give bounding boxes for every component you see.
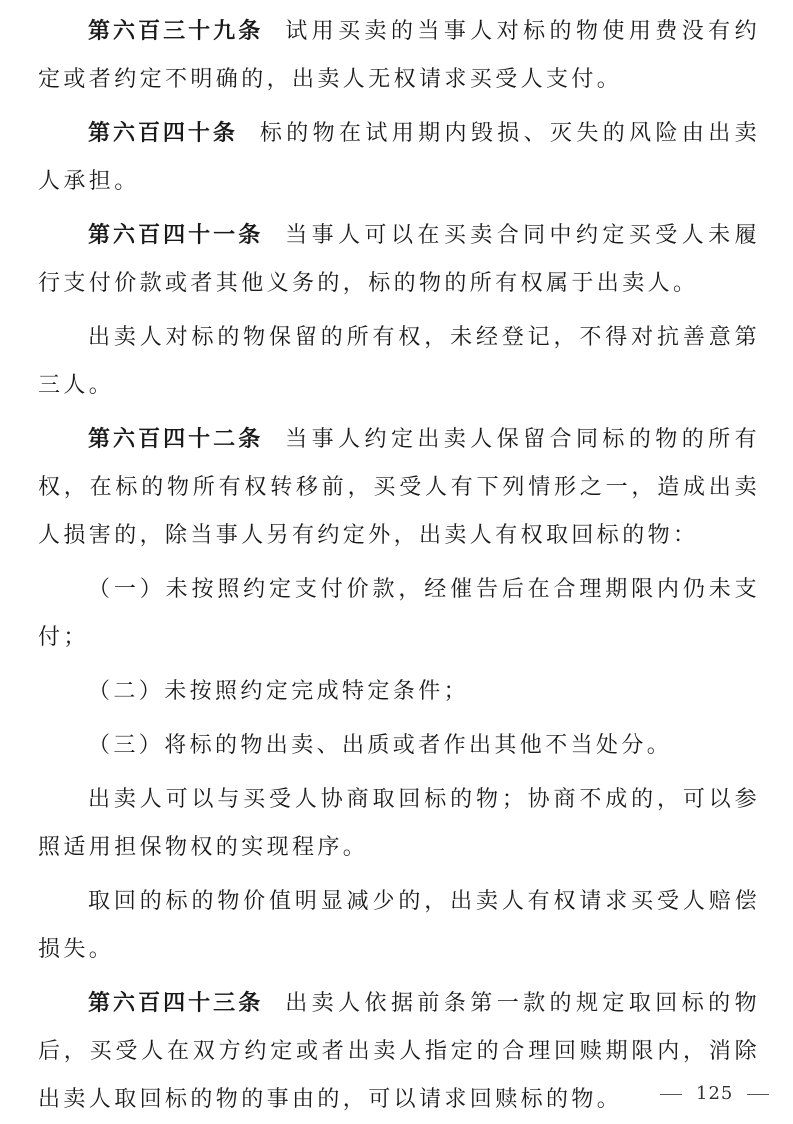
article-641-subparagraph <box>38 314 760 410</box>
paragraph-text: 取回的标的物价值明显减少的，出卖人有权请求买受人赔偿损失。 <box>38 889 760 962</box>
article-642-subparagraph-2 <box>38 776 760 872</box>
paragraph-text: 出卖人可以与买受人协商取回标的物；协商不成的，可以参照适用担保物权的实现程序。 <box>38 787 760 860</box>
article-heading: 第六百四十三条 <box>88 991 264 1016</box>
list-item-text: （三）将标的物出卖、出质或者作出其他不当处分。 <box>88 733 673 758</box>
list-item-text: （一）未按照约定支付价款，经催告后在合理期限内仍未支付； <box>38 577 760 650</box>
page-number-footer <box>646 1083 783 1104</box>
article-641-paragraph <box>38 212 760 308</box>
article-642-subparagraph-3 <box>38 878 760 974</box>
article-heading: 第六百四十一条 <box>88 223 264 248</box>
article-text: 出卖人依据前条第一款的规定取回标的物后，买受人在双方约定或者出卖人指定的合理回赎期限内，消除出卖人取回标的物的事由的，可以请求回赎标的物。 <box>38 991 760 1112</box>
left-dash <box>660 1094 682 1095</box>
article-text: 当事人约定出卖人保留合同标的物的所有权，在标的物所有权转移前，买受人有下列情形之一，造成出卖人损害的，除当事人另有约定外，出卖人有权取回标的物： <box>38 427 760 548</box>
article-heading: 第六百四十条 <box>88 121 238 146</box>
article-text: 当事人可以在买卖合同中约定买受人未履行支付价款或者其他义务的，标的物的所有权属于出卖人。 <box>38 223 760 296</box>
list-item-1 <box>38 566 760 662</box>
article-639-paragraph <box>38 8 760 104</box>
list-item-3 <box>38 722 760 770</box>
list-item-text: （二）未按照约定完成特定条件； <box>88 679 470 704</box>
paragraph-text: 出卖人对标的物保留的所有权，未经登记，不得对抗善意第三人。 <box>38 325 760 398</box>
list-item-2 <box>38 668 760 716</box>
article-text: 标的物在试用期内毁损、灭失的风险由出卖人承担。 <box>38 121 760 194</box>
article-heading: 第六百三十九条 <box>88 19 264 44</box>
article-heading: 第六百四十二条 <box>88 427 264 452</box>
document-page <box>38 8 760 1124</box>
page-number: 125 <box>696 1083 734 1104</box>
article-text: 试用买卖的当事人对标的物使用费没有约定或者约定不明确的，出卖人无权请求买受人支付。 <box>38 19 760 92</box>
article-642-paragraph <box>38 416 760 560</box>
article-640-paragraph <box>38 110 760 206</box>
right-dash <box>747 1094 769 1095</box>
